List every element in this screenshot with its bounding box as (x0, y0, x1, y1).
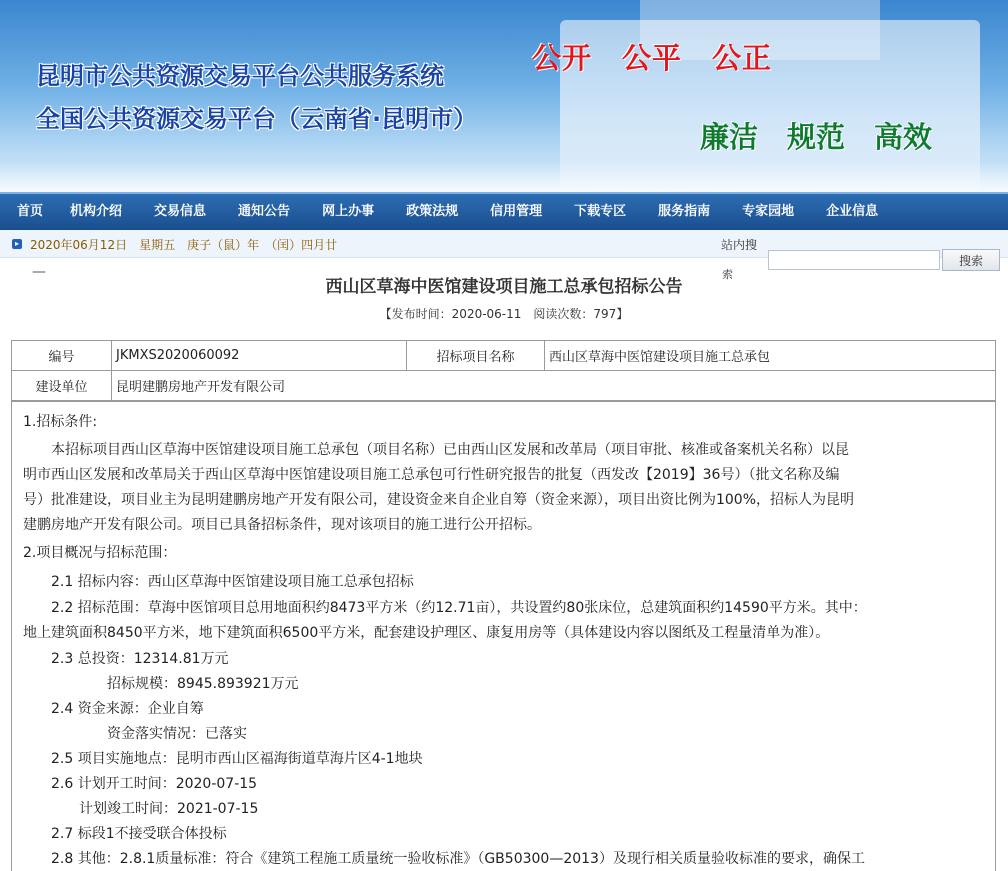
nav-about[interactable]: 机构介绍 (70, 204, 123, 219)
body-line: 1.招标条件: (23, 414, 98, 430)
search-label-suffix: 索 (722, 268, 733, 281)
site-search-input[interactable] (768, 250, 940, 270)
nav-home[interactable]: 首页 (17, 204, 44, 219)
body-line: 2.7 标段1不接受联合体投标 (23, 826, 227, 842)
table-cell-value: JKMXS2020060092 (112, 341, 407, 371)
body-line: 2.6 计划开工时间：2020-07-15 (23, 776, 258, 792)
nav-experts[interactable]: 专家园地 (742, 204, 795, 219)
body-line: 2.1 招标内容：西山区草海中医馆建设项目施工总承包招标 (23, 574, 414, 590)
nav-online-services[interactable]: 网上办事 (322, 204, 375, 219)
banner-ground (0, 162, 1008, 192)
body-line: 本招标项目西山区草海中医馆建设项目施工总承包（项目名称）已由西山区发展和改革局（项目审批、核准或备案机关名称）以昆 (23, 442, 849, 458)
table-cell-value: 西山区草海中医馆建设项目施工总承包 (545, 341, 996, 371)
nav-notices[interactable]: 通知公告 (238, 204, 291, 219)
current-date: 2020年06月12日 星期五 庚子（鼠）年 （闰）四月廿 (30, 238, 338, 252)
project-info-table (11, 340, 996, 401)
slogan-open-fair-just: 公开 公平 公正 (532, 41, 773, 75)
slogan-clean-standard-efficient: 廉洁 规范 高效 (700, 120, 933, 154)
search-button[interactable]: 搜索 (942, 249, 1000, 271)
nav-enterprise[interactable]: 企业信息 (826, 204, 879, 219)
body-line: 2.3 总投资：12314.81万元 (23, 651, 229, 667)
body-line: 地上建筑面积8450平方米，地下建筑面积6500平方米，配套建设护理区、康复用房等（具体建设内容以图纸及工程量清单为准）。 (23, 625, 830, 641)
calendar-icon: ▸ (12, 239, 22, 249)
table-cell-label: 建设单位 (12, 371, 112, 401)
main-nav (0, 192, 1008, 230)
site-subtitle: 全国公共资源交易平台（云南省·昆明市） (36, 105, 478, 133)
page-title: 西山区草海中医馆建设项目施工总承包招标公告 (325, 277, 683, 297)
nav-downloads[interactable]: 下载专区 (574, 204, 627, 219)
body-line: 招标规模：8945.893921万元 (23, 676, 299, 692)
nav-guide[interactable]: 服务指南 (658, 204, 711, 219)
article-body (11, 401, 996, 871)
body-line: 2.8 其他：2.8.1质量标准：符合《建筑工程施工质量统一验收标准》（GB50300—2013）及现行相关质量验收标准的要求，确保工 (23, 851, 865, 867)
body-line: 号）批准建设，项目业主为昆明建鹏房地产开发有限公司，建设资金来自企业自筹（资金来源），项目出资比例为100%，招标人为昆明 (23, 492, 855, 508)
nav-policies[interactable]: 政策法规 (406, 204, 459, 219)
table-cell-label: 编号 (12, 341, 112, 371)
body-line: 2.项目概况与招标范围： (23, 545, 177, 561)
body-line: 资金落实情况：已落实 (23, 726, 247, 742)
header-banner (0, 0, 1008, 192)
dash-mark: — (32, 264, 46, 280)
table-cell-label: 招标项目名称 (407, 341, 545, 371)
table-row (12, 341, 996, 371)
nav-trade-info[interactable]: 交易信息 (154, 204, 207, 219)
body-line: 2.5 项目实施地点：昆明市西山区福海街道草海片区4-1地块 (23, 751, 423, 767)
table-row (12, 371, 996, 401)
table-cell-value: 昆明建鹏房地产开发有限公司 (112, 371, 996, 401)
nav-credit[interactable]: 信用管理 (490, 204, 543, 219)
site-search-label: 站内搜 (721, 238, 758, 252)
body-line: 建鹏房地产开发有限公司。项目已具备招标条件，现对该项目的施工进行公开招标。 (23, 517, 541, 533)
publish-info: 【发布时间：2020-06-11 阅读次数：797】 (379, 307, 629, 321)
body-line: 2.4 资金来源：企业自筹 (23, 701, 204, 717)
body-line: 计划竣工时间：2021-07-15 (23, 801, 259, 817)
body-line: 2.2 招标范围：草海中医馆项目总用地面积约8473平方米（约12.71亩），共设置约80张床位，总建筑面积约14590平方米。其中： (23, 600, 867, 616)
body-line: 明市西山区发展和改革局关于西山区草海中医馆建设项目施工总承包可行性研究报告的批复（西发改【2019】36号）（批文名称及编 (23, 467, 840, 483)
site-title: 昆明市公共资源交易平台公共服务系统 (36, 62, 444, 90)
